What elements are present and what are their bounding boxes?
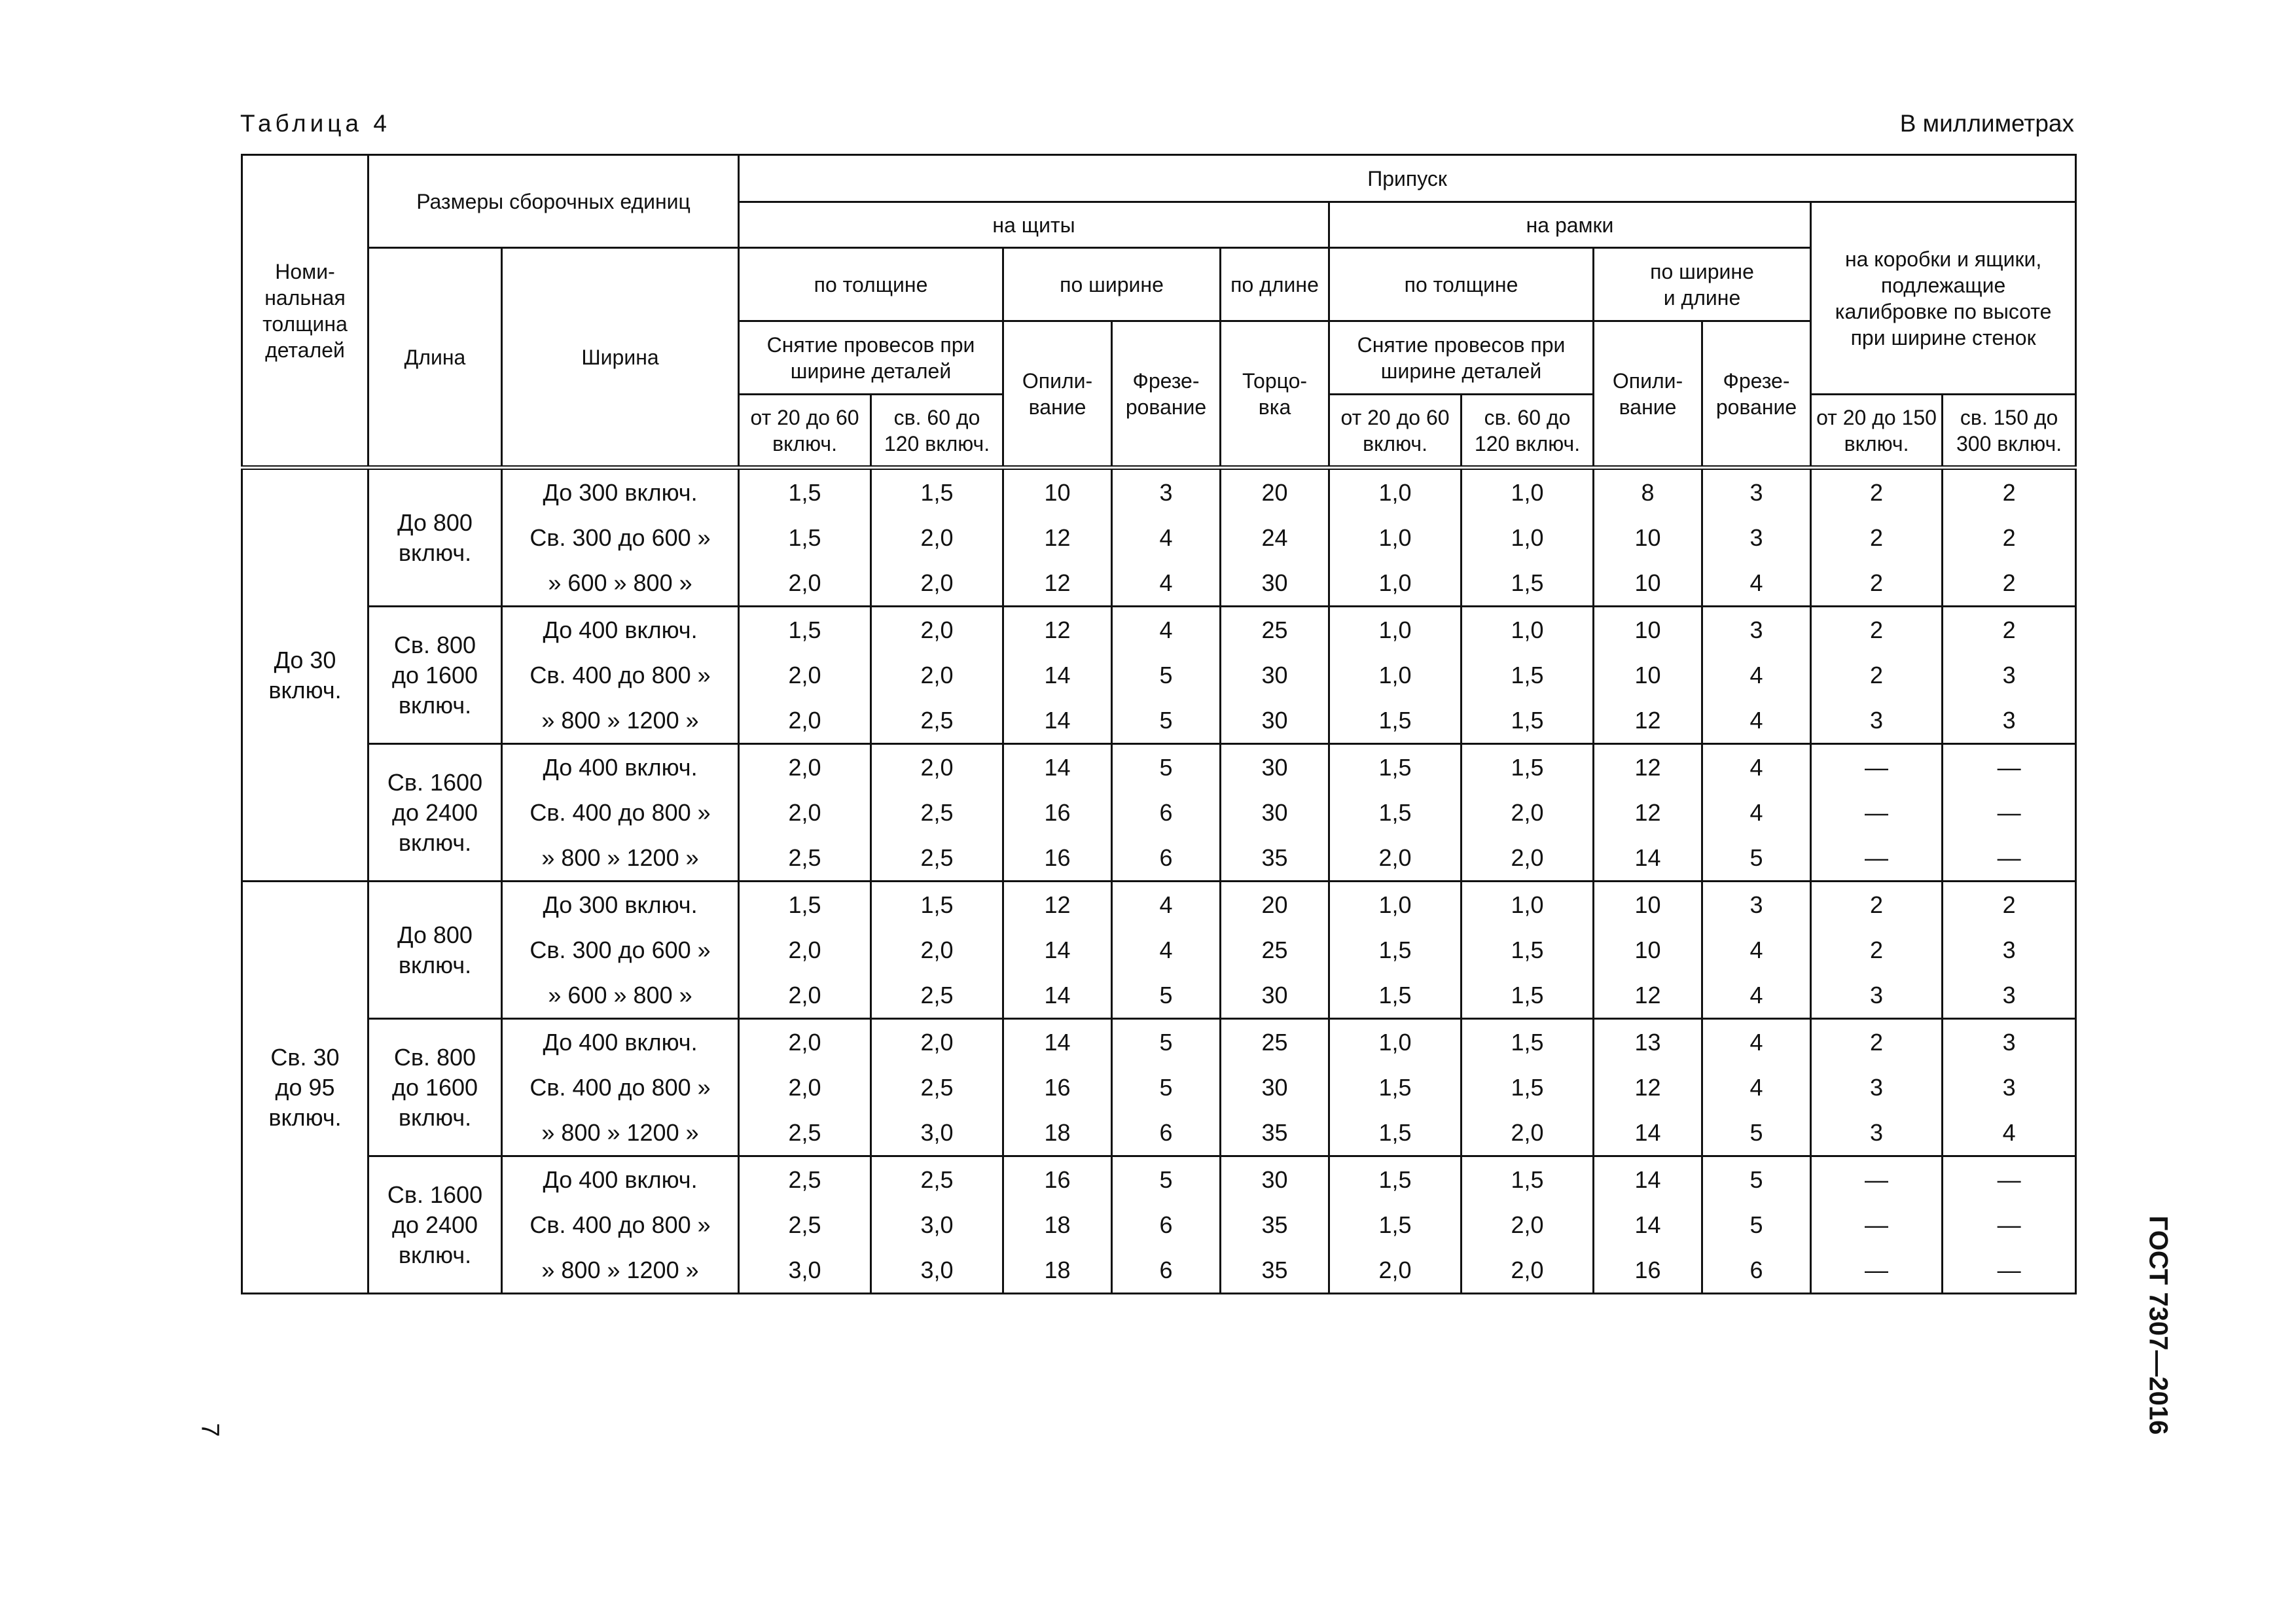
value-cell: 2,0 (1462, 1247, 1594, 1294)
value-cell: 3 (1702, 882, 1811, 928)
value-cell: 1,0 (1329, 468, 1462, 516)
value-cell: 1,5 (1462, 744, 1594, 791)
value-cell: 30 (1221, 652, 1329, 698)
value-cell: 14 (1003, 972, 1112, 1019)
width-cell: Св. 300 до 600 » (502, 927, 739, 972)
value-cell: 2,0 (871, 607, 1003, 653)
table-row (242, 652, 2076, 698)
value-cell: 2,0 (1329, 1247, 1462, 1294)
width-cell: До 300 включ. (502, 468, 739, 516)
header-boxes-w20-150: от 20 до 150 включ. (1811, 395, 1943, 468)
header-allowance: Припуск (739, 155, 2076, 202)
value-cell: 1,5 (1462, 1156, 1594, 1203)
value-cell: 1,5 (739, 607, 871, 653)
length-cell: До 800 включ. (368, 468, 502, 607)
value-cell: — (1943, 835, 2076, 882)
value-cell: 5 (1702, 835, 1811, 882)
value-cell: 35 (1221, 835, 1329, 882)
table-row (242, 560, 2076, 607)
header-frames: на рамки (1329, 202, 1811, 248)
value-cell: 4 (1702, 698, 1811, 744)
units-note: В миллиметрах (1899, 110, 2074, 137)
value-cell: 10 (1594, 560, 1702, 607)
value-cell: — (1811, 835, 1943, 882)
header-nominal-thickness: Номи- нальная толщина деталей (242, 155, 368, 468)
value-cell: 2 (1811, 515, 1943, 560)
standard-designation: ГОСТ 7307—2016 (2144, 1215, 2173, 1435)
table-row (242, 790, 2076, 835)
header-frames-milling: Фрезе- рование (1702, 321, 1811, 468)
value-cell: 2 (1811, 607, 1943, 653)
width-cell: Св. 400 до 800 » (502, 1065, 739, 1110)
table-row (242, 744, 2076, 791)
value-cell: 3 (1811, 698, 1943, 744)
value-cell: 4 (1112, 882, 1221, 928)
value-cell: 3 (1943, 652, 2076, 698)
value-cell: 1,5 (1462, 972, 1594, 1019)
value-cell: 5 (1112, 652, 1221, 698)
value-cell: 5 (1112, 1065, 1221, 1110)
value-cell: 3 (1112, 468, 1221, 516)
table-row (242, 1156, 2076, 1203)
value-cell: 14 (1594, 1110, 1702, 1156)
value-cell: 24 (1221, 515, 1329, 560)
value-cell: 2,0 (1462, 1110, 1594, 1156)
value-cell: 2,0 (739, 744, 871, 791)
width-cell: » 800 » 1200 » (502, 1247, 739, 1294)
value-cell: 4 (1702, 652, 1811, 698)
value-cell: 2 (1943, 560, 2076, 607)
table-header (242, 155, 2076, 468)
value-cell: 14 (1594, 1156, 1702, 1203)
value-cell: 1,0 (1462, 607, 1594, 653)
header-width: Ширина (502, 248, 739, 468)
value-cell: 1,5 (1329, 1110, 1462, 1156)
value-cell: 35 (1221, 1247, 1329, 1294)
table-row (242, 927, 2076, 972)
value-cell: 6 (1112, 790, 1221, 835)
value-cell: — (1811, 1247, 1943, 1294)
value-cell: 6 (1702, 1247, 1811, 1294)
header-shields-length: по длине (1221, 248, 1329, 321)
value-cell: 1,5 (1329, 744, 1462, 791)
table-row (242, 1019, 2076, 1065)
value-cell: 2,0 (739, 790, 871, 835)
value-cell: 12 (1594, 1065, 1702, 1110)
value-cell: 16 (1003, 790, 1112, 835)
value-cell: — (1811, 790, 1943, 835)
table-label: Таблица 4 (240, 110, 391, 137)
value-cell: 16 (1594, 1247, 1702, 1294)
value-cell: 1,0 (1462, 882, 1594, 928)
value-cell: 30 (1221, 1156, 1329, 1203)
table-row (242, 468, 2076, 516)
value-cell: 2 (1943, 515, 2076, 560)
table-row (242, 1247, 2076, 1294)
value-cell: 2,0 (871, 515, 1003, 560)
value-cell: 30 (1221, 698, 1329, 744)
nominal-thickness-cell: Св. 30 до 95 включ. (242, 882, 368, 1294)
value-cell: 4 (1112, 515, 1221, 560)
header-assembly-sizes: Размеры сборочных единиц (368, 155, 739, 248)
value-cell: 2 (1811, 652, 1943, 698)
header-frames-w60-120: св. 60 до 120 включ. (1462, 395, 1594, 468)
value-cell: 4 (1112, 607, 1221, 653)
value-cell: 2,5 (739, 835, 871, 882)
value-cell: 2,0 (1329, 835, 1462, 882)
length-cell: Св. 1600 до 2400 включ. (368, 1156, 502, 1294)
value-cell: 10 (1003, 468, 1112, 516)
value-cell: 3 (1702, 607, 1811, 653)
value-cell: 1,0 (1329, 1019, 1462, 1065)
value-cell: 1,5 (739, 468, 871, 516)
table-row (242, 515, 2076, 560)
value-cell: 2,0 (871, 927, 1003, 972)
value-cell: 8 (1594, 468, 1702, 516)
value-cell: 2,0 (739, 927, 871, 972)
table-row (242, 1110, 2076, 1156)
value-cell: 2,5 (871, 698, 1003, 744)
value-cell: 10 (1594, 882, 1702, 928)
value-cell: 3 (1943, 927, 2076, 972)
value-cell: 12 (1594, 698, 1702, 744)
value-cell: 5 (1702, 1110, 1811, 1156)
value-cell: 4 (1112, 927, 1221, 972)
value-cell: 2,0 (1462, 835, 1594, 882)
value-cell: 35 (1221, 1202, 1329, 1247)
header-shields: на щиты (739, 202, 1329, 248)
value-cell: 3 (1811, 972, 1943, 1019)
value-cell: 5 (1112, 1156, 1221, 1203)
length-cell: Св. 800 до 1600 включ. (368, 607, 502, 744)
value-cell: — (1811, 744, 1943, 791)
value-cell: 5 (1112, 1019, 1221, 1065)
length-cell: До 800 включ. (368, 882, 502, 1019)
value-cell: 3 (1943, 1019, 2076, 1065)
value-cell: 2,0 (871, 1019, 1003, 1065)
table-row (242, 1202, 2076, 1247)
value-cell: 10 (1594, 515, 1702, 560)
value-cell: 12 (1594, 744, 1702, 791)
width-cell: До 400 включ. (502, 607, 739, 653)
header-frames-thickness: по толщине (1329, 248, 1594, 321)
value-cell: 12 (1003, 882, 1112, 928)
value-cell: 1,5 (1462, 652, 1594, 698)
value-cell: 2,0 (739, 652, 871, 698)
value-cell: 1,5 (1329, 698, 1462, 744)
value-cell: 3,0 (739, 1247, 871, 1294)
value-cell: 20 (1221, 468, 1329, 516)
value-cell: 30 (1221, 744, 1329, 791)
value-cell: 2 (1943, 882, 2076, 928)
value-cell: 6 (1112, 835, 1221, 882)
value-cell: 10 (1594, 607, 1702, 653)
value-cell: 5 (1112, 698, 1221, 744)
value-cell: 5 (1702, 1202, 1811, 1247)
width-cell: » 600 » 800 » (502, 560, 739, 607)
value-cell: 2,0 (871, 560, 1003, 607)
value-cell: 25 (1221, 607, 1329, 653)
value-cell: 2,5 (739, 1156, 871, 1203)
value-cell: — (1943, 1247, 2076, 1294)
table-row (242, 1065, 2076, 1110)
value-cell: 16 (1003, 1156, 1112, 1203)
value-cell: 16 (1003, 1065, 1112, 1110)
value-cell: 3 (1943, 972, 2076, 1019)
width-cell: » 800 » 1200 » (502, 835, 739, 882)
value-cell: 1,5 (1462, 698, 1594, 744)
value-cell: 2 (1811, 1019, 1943, 1065)
value-cell: 12 (1594, 790, 1702, 835)
value-cell: 2 (1811, 468, 1943, 516)
value-cell: 2,0 (1462, 1202, 1594, 1247)
value-cell: 2 (1811, 882, 1943, 928)
allowance-table (241, 154, 2077, 1294)
table-row (242, 835, 2076, 882)
width-cell: Св. 300 до 600 » (502, 515, 739, 560)
value-cell: 2,0 (739, 560, 871, 607)
value-cell: 30 (1221, 972, 1329, 1019)
length-cell: Св. 1600 до 2400 включ. (368, 744, 502, 882)
width-cell: Св. 400 до 800 » (502, 652, 739, 698)
value-cell: 25 (1221, 1019, 1329, 1065)
width-cell: » 600 » 800 » (502, 972, 739, 1019)
header-shields-width: по ширине (1003, 248, 1221, 321)
value-cell: 1,5 (1462, 1019, 1594, 1065)
value-cell: 2,0 (1462, 790, 1594, 835)
value-cell: 1,5 (1329, 972, 1462, 1019)
value-cell: 1,0 (1329, 652, 1462, 698)
width-cell: » 800 » 1200 » (502, 698, 739, 744)
value-cell: 1,5 (1462, 927, 1594, 972)
value-cell: 14 (1003, 698, 1112, 744)
value-cell: 12 (1003, 560, 1112, 607)
page-number: 7 (196, 1423, 224, 1437)
header-boxes-w150-300: св. 150 до 300 включ. (1943, 395, 2076, 468)
value-cell: 1,5 (1329, 1156, 1462, 1203)
value-cell: 2 (1811, 927, 1943, 972)
value-cell: 6 (1112, 1202, 1221, 1247)
header-boxes: на коробки и ящики, подлежащие калибровке по высоте при ширине стенок (1811, 202, 2076, 395)
value-cell: 2,0 (739, 1019, 871, 1065)
table-row (242, 607, 2076, 653)
value-cell: — (1943, 1156, 2076, 1203)
value-cell: 14 (1594, 1202, 1702, 1247)
value-cell: — (1943, 790, 2076, 835)
value-cell: 18 (1003, 1110, 1112, 1156)
value-cell: 12 (1594, 972, 1702, 1019)
value-cell: 2,5 (871, 972, 1003, 1019)
length-cell: Св. 800 до 1600 включ. (368, 1019, 502, 1156)
value-cell: 4 (1702, 1065, 1811, 1110)
value-cell: 2 (1811, 560, 1943, 607)
value-cell: 5 (1702, 1156, 1811, 1203)
value-cell: 2 (1943, 607, 2076, 653)
width-cell: » 800 » 1200 » (502, 1110, 739, 1156)
value-cell: 2,0 (871, 744, 1003, 791)
value-cell: 2,5 (871, 790, 1003, 835)
header-shields-trimming: Торцо- вка (1221, 321, 1329, 468)
value-cell: — (1943, 744, 2076, 791)
value-cell: 2,5 (871, 1065, 1003, 1110)
value-cell: 3 (1702, 515, 1811, 560)
value-cell: 3 (1811, 1110, 1943, 1156)
table-row (242, 972, 2076, 1019)
value-cell: 6 (1112, 1247, 1221, 1294)
value-cell: 14 (1003, 1019, 1112, 1065)
value-cell: 4 (1702, 1019, 1811, 1065)
value-cell: 1,0 (1462, 515, 1594, 560)
nominal-thickness-cell: До 30 включ. (242, 468, 368, 882)
header-length: Длина (368, 248, 502, 468)
width-cell: До 400 включ. (502, 1019, 739, 1065)
value-cell: 4 (1943, 1110, 2076, 1156)
width-cell: До 300 включ. (502, 882, 739, 928)
value-cell: 1,5 (1462, 1065, 1594, 1110)
value-cell: 12 (1003, 515, 1112, 560)
value-cell: 3 (1943, 698, 2076, 744)
value-cell: 1,5 (1329, 790, 1462, 835)
value-cell: 2,5 (739, 1110, 871, 1156)
value-cell: 2,0 (739, 698, 871, 744)
value-cell: 1,5 (1329, 1065, 1462, 1110)
value-cell: 2 (1943, 468, 2076, 516)
width-cell: Св. 400 до 800 » (502, 1202, 739, 1247)
header-shields-sag-removal: Снятие провесов при ширине деталей (739, 321, 1003, 395)
value-cell: 1,5 (739, 882, 871, 928)
value-cell: 25 (1221, 927, 1329, 972)
value-cell: 30 (1221, 560, 1329, 607)
value-cell: 13 (1594, 1019, 1702, 1065)
header-frames-width-length: по ширине и длине (1594, 248, 1811, 321)
value-cell: 14 (1003, 652, 1112, 698)
header-shields-w20-60: от 20 до 60 включ. (739, 395, 871, 468)
width-cell: Св. 400 до 800 » (502, 790, 739, 835)
header-shields-thickness: по толщине (739, 248, 1003, 321)
value-cell: 1,0 (1462, 468, 1594, 516)
value-cell: 16 (1003, 835, 1112, 882)
value-cell: 2,5 (871, 835, 1003, 882)
value-cell: 6 (1112, 1110, 1221, 1156)
value-cell: 3 (1811, 1065, 1943, 1110)
value-cell: 10 (1594, 927, 1702, 972)
value-cell: 4 (1702, 972, 1811, 1019)
value-cell: 3 (1943, 1065, 2076, 1110)
value-cell: 4 (1702, 790, 1811, 835)
value-cell: 1,0 (1329, 515, 1462, 560)
value-cell: 2,0 (871, 652, 1003, 698)
value-cell: 1,5 (1329, 1202, 1462, 1247)
table-body (242, 468, 2076, 1294)
value-cell: 4 (1702, 560, 1811, 607)
value-cell: 30 (1221, 1065, 1329, 1110)
value-cell: 1,0 (1329, 607, 1462, 653)
value-cell: 18 (1003, 1247, 1112, 1294)
width-cell: До 400 включ. (502, 1156, 739, 1203)
value-cell: 2,5 (871, 1156, 1003, 1203)
value-cell: 18 (1003, 1202, 1112, 1247)
value-cell: 3 (1702, 468, 1811, 516)
value-cell: 14 (1594, 835, 1702, 882)
value-cell: 2,5 (739, 1202, 871, 1247)
header-frames-w20-60: от 20 до 60 включ. (1329, 395, 1462, 468)
header-shields-sawing: Опили- вание (1003, 321, 1112, 468)
value-cell: 14 (1003, 927, 1112, 972)
value-cell: 30 (1221, 790, 1329, 835)
value-cell: 4 (1702, 927, 1811, 972)
value-cell: — (1811, 1156, 1943, 1203)
value-cell: 1,0 (1329, 560, 1462, 607)
header-shields-w60-120: св. 60 до 120 включ. (871, 395, 1003, 468)
value-cell: 10 (1594, 652, 1702, 698)
value-cell: 4 (1702, 744, 1811, 791)
width-cell: До 400 включ. (502, 744, 739, 791)
value-cell: 1,5 (871, 468, 1003, 516)
value-cell: 5 (1112, 972, 1221, 1019)
value-cell: 5 (1112, 744, 1221, 791)
value-cell: 1,5 (871, 882, 1003, 928)
value-cell: — (1943, 1202, 2076, 1247)
value-cell: 14 (1003, 744, 1112, 791)
value-cell: 3,0 (871, 1247, 1003, 1294)
value-cell: 35 (1221, 1110, 1329, 1156)
header-shields-milling: Фрезе- рование (1112, 321, 1221, 468)
value-cell: — (1811, 1202, 1943, 1247)
value-cell: 1,5 (1329, 927, 1462, 972)
value-cell: 20 (1221, 882, 1329, 928)
table-row (242, 882, 2076, 928)
table-row (242, 698, 2076, 744)
value-cell: 1,5 (1462, 560, 1594, 607)
value-cell: 1,5 (739, 515, 871, 560)
value-cell: 4 (1112, 560, 1221, 607)
value-cell: 3,0 (871, 1110, 1003, 1156)
value-cell: 12 (1003, 607, 1112, 653)
header-frames-sag-removal: Снятие провесов при ширине деталей (1329, 321, 1594, 395)
value-cell: 3,0 (871, 1202, 1003, 1247)
value-cell: 2,0 (739, 972, 871, 1019)
value-cell: 2,0 (739, 1065, 871, 1110)
header-frames-sawing: Опили- вание (1594, 321, 1702, 468)
value-cell: 1,0 (1329, 882, 1462, 928)
